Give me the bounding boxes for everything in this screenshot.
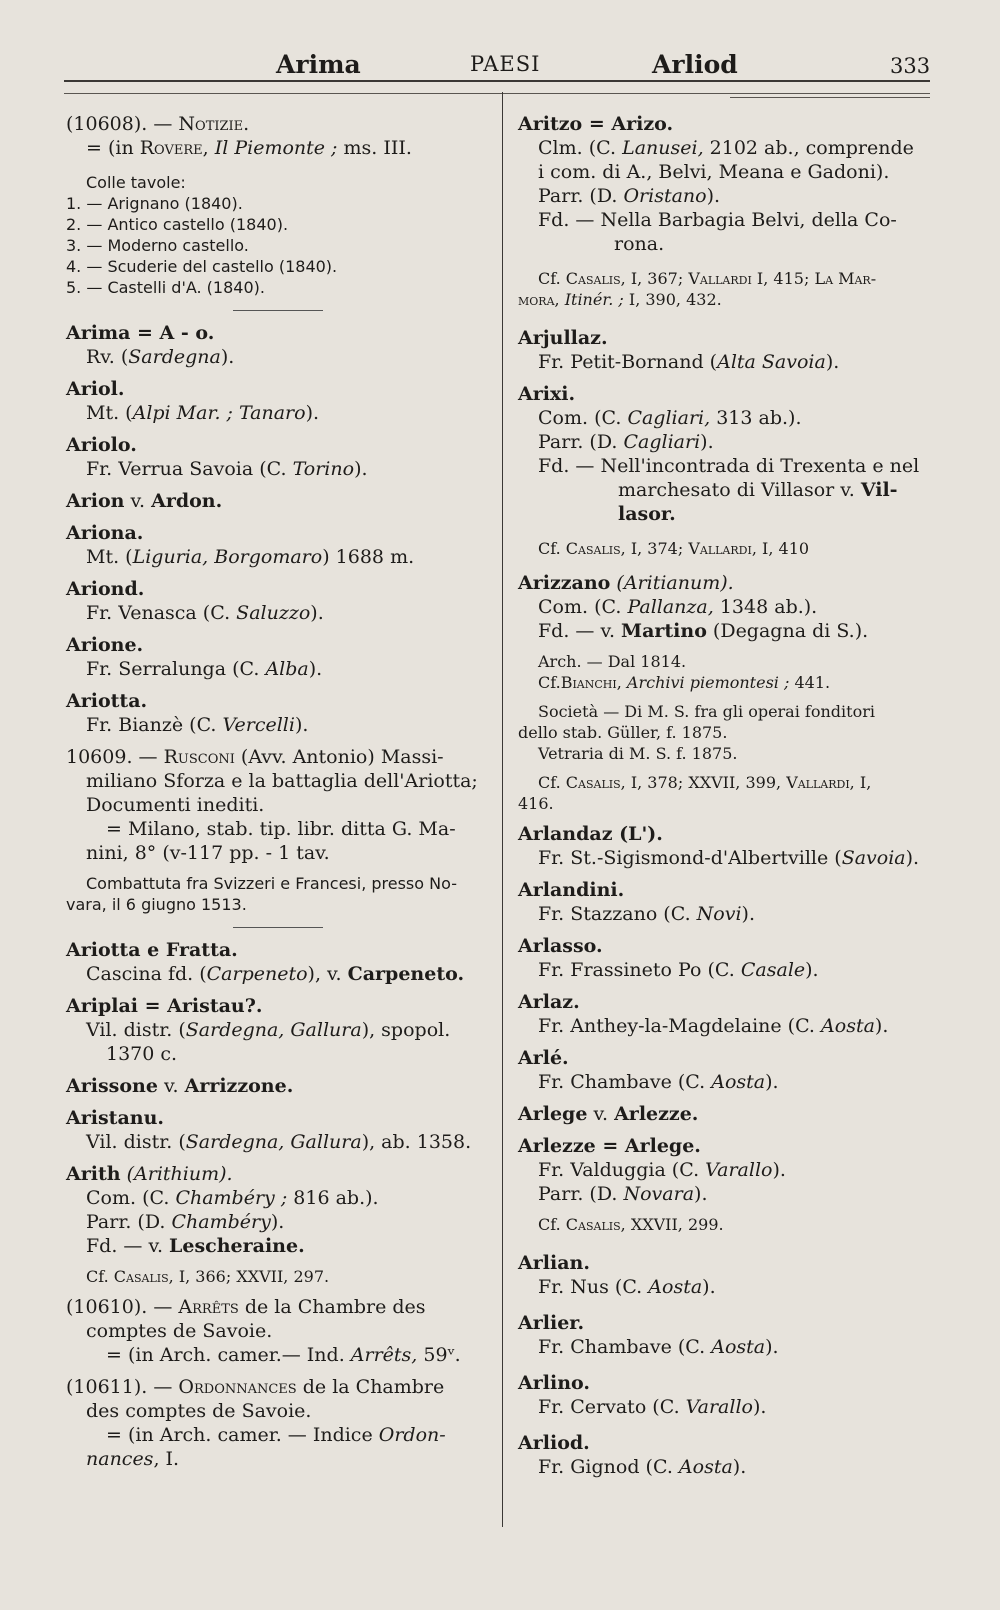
entry-head: Aritzo = Arizo. — [518, 113, 674, 135]
entry-line: nini, 8° (v-117 pp. - 1 tav. — [86, 842, 330, 864]
entry-10611-line: (10611). — Ordonnances de la Chambre — [66, 1376, 445, 1398]
entry-line: Fr. Cervato (C. Varallo). — [538, 1396, 767, 1418]
tavole-heading: Colle tavole: — [86, 173, 186, 192]
entry-line: i com. di A., Belvi, Meana e Gadoni). — [538, 161, 890, 183]
entry-head: Arlandini. — [518, 879, 625, 901]
dash: — — [153, 113, 173, 135]
entry-line: Fd. — v. Martino (Degagna di S.). — [538, 620, 869, 642]
column-divider — [502, 92, 503, 1527]
left-column — [66, 112, 490, 1471]
tavole-item: 4. — Scuderie del castello (1840). — [66, 257, 338, 276]
entry-head: Arlasso. — [518, 935, 603, 957]
tavole-item: 3. — Moderno castello. — [66, 236, 249, 255]
tavole-item: 1. — Arignano (1840). — [66, 194, 243, 213]
ref-work: Il Piemonte ; — [214, 137, 338, 159]
page-number: 333 — [890, 54, 931, 78]
right-column — [518, 112, 932, 1479]
entry-line: Com. (C. Cagliari, 313 ab.). — [538, 407, 802, 429]
entry-line: Documenti inediti. — [86, 794, 265, 816]
entry-line: Parr. (D. Chambéry). — [86, 1211, 285, 1233]
entry-crossref: Arlege v. Arlezze. — [518, 1103, 699, 1125]
entry-line: Fr. Nus (C. Aosta). — [538, 1276, 716, 1298]
entry-cf: Cf. Casalis, I, 378; XXVII, 399, Vallardi, I, — [538, 773, 872, 792]
entry-head: Arlino. — [518, 1372, 590, 1394]
entry-10608-ref — [66, 136, 490, 160]
entry-line: Mt. (Liguria, Borgomaro) 1688 m. — [86, 546, 415, 568]
entry-line: Fr. Anthey-la-Magdelaine (C. Aosta). — [538, 1015, 889, 1037]
entry-head: Ariol. — [66, 378, 125, 400]
entry-line: Fd. — Nella Barbagia Belvi, della Co- — [538, 209, 897, 231]
entry-line: Parr. (D. Novara). — [538, 1183, 708, 1205]
entry-line: lasor. — [618, 503, 676, 525]
entry-line: rona. — [614, 233, 665, 255]
entry-line: miliano Sforza e la battaglia dell'Ariotta; — [86, 770, 478, 792]
entry-line: marchesato di Villasor v. Vil- — [618, 479, 898, 501]
entry-line: = (in Arch. camer.— Ind. Arrêts, 59ᵛ. — [106, 1344, 461, 1366]
entry-10608-line — [66, 112, 490, 136]
entry-line: Fr. Verrua Savoia (C. Torino). — [86, 458, 368, 480]
entry-note: Vetraria di M. S. f. 1875. — [538, 744, 738, 763]
entry-head: Ariotta e Fratta. — [66, 939, 238, 961]
entry-line: Com. (C. Chambéry ; 816 ab.). — [86, 1187, 379, 1209]
header-left-word: Arima — [276, 50, 361, 79]
entry-line: Fr. Bianzè (C. Vercelli). — [86, 714, 309, 736]
entry-head: Arione. — [66, 634, 144, 656]
entry-cf: 416. — [518, 794, 554, 813]
entry-line: Parr. (D. Cagliari). — [538, 431, 714, 453]
header-rule-short — [730, 97, 930, 98]
entry-line: Clm. (C. Lanusei, 2102 ab., comprende — [538, 137, 914, 159]
entry-note: dello stab. Güller, f. 1875. — [518, 723, 728, 742]
entry-head: Arlezze = Arlege. — [518, 1135, 701, 1157]
entry-line: Vil. distr. (Sardegna, Gallura), ab. 1358. — [86, 1131, 472, 1153]
entry-note: Società — Di M. S. fra gli operai fonditori — [538, 702, 875, 721]
ref-prefix: = (in — [86, 137, 134, 159]
entry-line: Fr. Venasca (C. Saluzzo). — [86, 602, 324, 624]
entry-head: Ariona. — [66, 522, 144, 544]
entry-head: Aristanu. — [66, 1107, 164, 1129]
entry-head: Arlier. — [518, 1312, 585, 1334]
entry-line: Fr. St.-Sigismond-d'Albertville (Savoia). — [538, 847, 920, 869]
entry-note: Combattuta fra Svizzeri e Francesi, presso No- — [86, 874, 457, 893]
entry-line: = Milano, stab. tip. libr. ditta G. Ma- — [106, 818, 456, 840]
entry-head: Arixi. — [518, 383, 576, 405]
entry-line: nances, I. — [86, 1448, 180, 1470]
ref-rest: ms. III. — [343, 137, 412, 159]
header-rule — [64, 80, 930, 82]
entry-crossref: Arissone v. Arrizzone. — [66, 1075, 294, 1097]
entry-cf: Cf. Casalis, I, 367; Vallardi I, 415; La Mar- — [538, 269, 877, 288]
entry-line: Fr. Chambave (C. Aosta). — [538, 1336, 779, 1358]
entry-number: (10608). — [66, 113, 148, 135]
entry-line: Fr. Petit-Bornand (Alta Savoia). — [538, 351, 840, 373]
entry-cf: Cf. Casalis, I, 366; XXVII, 297. — [86, 1267, 330, 1286]
entry-note: vara, il 6 giugno 1513. — [66, 895, 247, 914]
entry-line: comptes de Savoie. — [86, 1320, 273, 1342]
ref-author: Rovere, — [139, 137, 209, 159]
entry-head: Ariotta. — [66, 690, 148, 712]
header-center-word: PAESI — [470, 52, 541, 76]
entry-line: 1370 c. — [106, 1043, 178, 1065]
entry-line: Vil. distr. (Sardegna, Gallura), spopol. — [86, 1019, 451, 1041]
entry-line: Com. (C. Pallanza, 1348 ab.). — [538, 596, 818, 618]
entry-head: Arith (Arithium). — [66, 1163, 233, 1185]
entry-10609-line: 10609. — Rusconi (Avv. Antonio) Massi- — [66, 746, 444, 768]
entry-crossref: Arion v. Ardon. — [66, 490, 223, 512]
separator — [233, 927, 323, 928]
entry-head: Arlandaz (L'). — [518, 823, 663, 845]
entry-cf: mora, Itinér. ; I, 390, 432. — [518, 290, 722, 309]
entry-line: Rv. (Sardegna). — [86, 346, 235, 368]
separator — [233, 310, 323, 311]
entry-line: Fr. Gignod (C. Aosta). — [538, 1456, 747, 1478]
entry-head: Arjullaz. — [518, 327, 608, 349]
entry-head: Arlaz. — [518, 991, 580, 1013]
entry-line: Fr. Chambave (C. Aosta). — [538, 1071, 779, 1093]
entry-head: Arizzano (Aritianum). — [518, 572, 734, 594]
entry-note: Arch. — Dal 1814. — [538, 652, 687, 671]
tavole-item: 5. — Castelli d'A. (1840). — [66, 278, 265, 297]
entry-line: des comptes de Savoie. — [86, 1400, 312, 1422]
header-right-word: Arliod — [652, 50, 738, 79]
entry-cf: Cf. Casalis, XXVII, 299. — [538, 1215, 724, 1234]
entry-head: Arima = A - o. — [66, 322, 215, 344]
entry-head: Ariond. — [66, 578, 145, 600]
entry-cf: Cf.Bianchi, Archivi piemontesi ; 441. — [538, 673, 831, 692]
entry-line: Fd. — Nell'incontrada di Trexenta e nel — [538, 455, 920, 477]
entry-line: Fd. — v. Lescheraine. — [86, 1235, 305, 1257]
entry-line: Fr. Valduggia (C. Varallo). — [538, 1159, 786, 1181]
entry-line: Fr. Stazzano (C. Novi). — [538, 903, 755, 925]
entry-line: Fr. Frassineto Po (C. Casale). — [538, 959, 819, 981]
entry-cf: Cf. Casalis, I, 374; Vallardi, I, 410 — [538, 539, 810, 558]
entry-line: Mt. (Alpi Mar. ; Tanaro). — [86, 402, 320, 424]
entry-line: = (in Arch. camer. — Indice Ordon- — [106, 1424, 446, 1446]
entry-head: Arlé. — [518, 1047, 569, 1069]
tavole-item: 2. — Antico castello (1840). — [66, 215, 289, 234]
entry-head: Arliod. — [518, 1432, 590, 1454]
entry-title: Notizie. — [178, 113, 250, 135]
header-rule-thin — [64, 93, 930, 94]
entry-head: Ariplai = Aristau?. — [66, 995, 263, 1017]
entry-line: Fr. Serralunga (C. Alba). — [86, 658, 323, 680]
entry-line: Cascina fd. (Carpeneto), v. Carpeneto. — [86, 963, 465, 985]
entry-head: Ariolo. — [66, 434, 137, 456]
entry-line: Parr. (D. Oristano). — [538, 185, 721, 207]
entry-10610-line: (10610). — Arrêts de la Chambre des — [66, 1296, 426, 1318]
entry-head: Arlian. — [518, 1252, 590, 1274]
